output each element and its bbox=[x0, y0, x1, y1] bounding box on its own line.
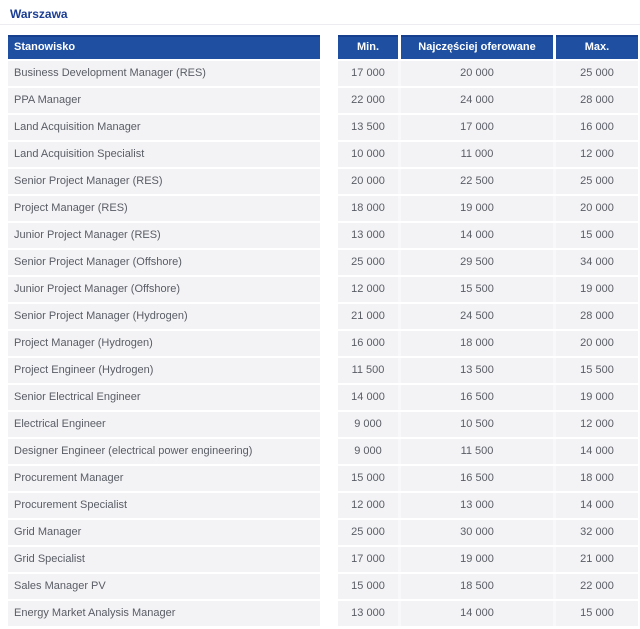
most-offered-salary-cell: 11 500 bbox=[401, 439, 553, 464]
min-salary-cell: 16 000 bbox=[338, 331, 398, 356]
column-header-min: Min. bbox=[338, 35, 398, 59]
max-salary-cell: 21 000 bbox=[556, 547, 638, 572]
position-cell: Land Acquisition Manager bbox=[8, 115, 320, 140]
table-row bbox=[8, 601, 640, 626]
max-salary-cell: 15 000 bbox=[556, 601, 638, 626]
position-cell: Energy Market Analysis Manager bbox=[8, 601, 320, 626]
most-offered-salary-cell: 17 000 bbox=[401, 115, 553, 140]
table-row bbox=[8, 520, 640, 545]
position-cell: Procurement Specialist bbox=[8, 493, 320, 518]
position-cell: Procurement Manager bbox=[8, 466, 320, 491]
column-gutter bbox=[320, 601, 338, 626]
max-salary-cell: 19 000 bbox=[556, 277, 638, 302]
max-salary-cell: 28 000 bbox=[556, 304, 638, 329]
column-gutter bbox=[320, 385, 338, 410]
table-row bbox=[8, 169, 640, 194]
max-salary-cell: 20 000 bbox=[556, 196, 638, 221]
max-salary-cell: 32 000 bbox=[556, 520, 638, 545]
position-cell: Land Acquisition Specialist bbox=[8, 142, 320, 167]
salary-table bbox=[0, 35, 640, 626]
most-offered-salary-cell: 24 500 bbox=[401, 304, 553, 329]
most-offered-salary-cell: 18 500 bbox=[401, 574, 553, 599]
table-row bbox=[8, 304, 640, 329]
min-salary-cell: 13 000 bbox=[338, 601, 398, 626]
most-offered-salary-cell: 29 500 bbox=[401, 250, 553, 275]
most-offered-salary-cell: 15 500 bbox=[401, 277, 553, 302]
min-salary-cell: 21 000 bbox=[338, 304, 398, 329]
most-offered-salary-cell: 13 500 bbox=[401, 358, 553, 383]
table-row bbox=[8, 385, 640, 410]
table-row bbox=[8, 115, 640, 140]
column-gutter bbox=[320, 466, 338, 491]
min-salary-cell: 11 500 bbox=[338, 358, 398, 383]
most-offered-salary-cell: 22 500 bbox=[401, 169, 553, 194]
table-row bbox=[8, 250, 640, 275]
table-row bbox=[8, 331, 640, 356]
table-header-row bbox=[8, 35, 640, 59]
min-salary-cell: 25 000 bbox=[338, 250, 398, 275]
position-cell: Junior Project Manager (Offshore) bbox=[8, 277, 320, 302]
column-header-most-offered: Najczęściej oferowane bbox=[401, 35, 553, 59]
max-salary-cell: 25 000 bbox=[556, 61, 638, 86]
table-row bbox=[8, 61, 640, 86]
min-salary-cell: 20 000 bbox=[338, 169, 398, 194]
min-salary-cell: 25 000 bbox=[338, 520, 398, 545]
min-salary-cell: 22 000 bbox=[338, 88, 398, 113]
column-gutter bbox=[320, 439, 338, 464]
min-salary-cell: 17 000 bbox=[338, 61, 398, 86]
table-row bbox=[8, 277, 640, 302]
column-gutter bbox=[320, 493, 338, 518]
column-gutter bbox=[320, 88, 338, 113]
max-salary-cell: 18 000 bbox=[556, 466, 638, 491]
title-divider bbox=[0, 24, 640, 25]
position-cell: Junior Project Manager (RES) bbox=[8, 223, 320, 248]
most-offered-salary-cell: 16 500 bbox=[401, 385, 553, 410]
most-offered-salary-cell: 18 000 bbox=[401, 331, 553, 356]
max-salary-cell: 34 000 bbox=[556, 250, 638, 275]
table-row bbox=[8, 88, 640, 113]
max-salary-cell: 12 000 bbox=[556, 142, 638, 167]
most-offered-salary-cell: 14 000 bbox=[401, 601, 553, 626]
table-body bbox=[0, 61, 640, 626]
min-salary-cell: 13 500 bbox=[338, 115, 398, 140]
most-offered-salary-cell: 13 000 bbox=[401, 493, 553, 518]
max-salary-cell: 19 000 bbox=[556, 385, 638, 410]
most-offered-salary-cell: 19 000 bbox=[401, 196, 553, 221]
table-row bbox=[8, 142, 640, 167]
min-salary-cell: 12 000 bbox=[338, 493, 398, 518]
column-header-stanowisko: Stanowisko bbox=[8, 35, 320, 59]
column-gutter bbox=[320, 358, 338, 383]
column-gutter bbox=[320, 520, 338, 545]
most-offered-salary-cell: 16 500 bbox=[401, 466, 553, 491]
max-salary-cell: 14 000 bbox=[556, 439, 638, 464]
max-salary-cell: 20 000 bbox=[556, 331, 638, 356]
column-gutter bbox=[320, 196, 338, 221]
table-row bbox=[8, 439, 640, 464]
position-cell: Designer Engineer (electrical power engineering) bbox=[8, 439, 320, 464]
column-gutter bbox=[320, 169, 338, 194]
table-row bbox=[8, 466, 640, 491]
max-salary-cell: 14 000 bbox=[556, 493, 638, 518]
column-gutter bbox=[320, 304, 338, 329]
most-offered-salary-cell: 30 000 bbox=[401, 520, 553, 545]
position-cell: Sales Manager PV bbox=[8, 574, 320, 599]
column-gutter bbox=[320, 223, 338, 248]
most-offered-salary-cell: 19 000 bbox=[401, 547, 553, 572]
position-cell: PPA Manager bbox=[8, 88, 320, 113]
max-salary-cell: 15 000 bbox=[556, 223, 638, 248]
max-salary-cell: 12 000 bbox=[556, 412, 638, 437]
position-cell: Electrical Engineer bbox=[8, 412, 320, 437]
position-cell: Senior Electrical Engineer bbox=[8, 385, 320, 410]
table-row bbox=[8, 547, 640, 572]
min-salary-cell: 12 000 bbox=[338, 277, 398, 302]
most-offered-salary-cell: 14 000 bbox=[401, 223, 553, 248]
position-cell: Grid Manager bbox=[8, 520, 320, 545]
column-gutter bbox=[320, 61, 338, 86]
most-offered-salary-cell: 11 000 bbox=[401, 142, 553, 167]
table-row bbox=[8, 493, 640, 518]
position-cell: Project Engineer (Hydrogen) bbox=[8, 358, 320, 383]
min-salary-cell: 9 000 bbox=[338, 439, 398, 464]
min-salary-cell: 9 000 bbox=[338, 412, 398, 437]
table-row bbox=[8, 412, 640, 437]
position-cell: Senior Project Manager (Offshore) bbox=[8, 250, 320, 275]
column-gutter bbox=[320, 250, 338, 275]
table-row bbox=[8, 223, 640, 248]
column-header-max: Max. bbox=[556, 35, 638, 59]
min-salary-cell: 18 000 bbox=[338, 196, 398, 221]
column-gutter bbox=[320, 331, 338, 356]
min-salary-cell: 15 000 bbox=[338, 466, 398, 491]
most-offered-salary-cell: 24 000 bbox=[401, 88, 553, 113]
min-salary-cell: 15 000 bbox=[338, 574, 398, 599]
position-cell: Grid Specialist bbox=[8, 547, 320, 572]
column-gutter bbox=[320, 115, 338, 140]
max-salary-cell: 16 000 bbox=[556, 115, 638, 140]
max-salary-cell: 15 500 bbox=[556, 358, 638, 383]
column-gutter bbox=[320, 277, 338, 302]
most-offered-salary-cell: 20 000 bbox=[401, 61, 553, 86]
max-salary-cell: 22 000 bbox=[556, 574, 638, 599]
most-offered-salary-cell: 10 500 bbox=[401, 412, 553, 437]
max-salary-cell: 28 000 bbox=[556, 88, 638, 113]
column-gutter bbox=[320, 412, 338, 437]
page-title: Warszawa bbox=[10, 7, 68, 21]
column-gutter bbox=[320, 574, 338, 599]
min-salary-cell: 10 000 bbox=[338, 142, 398, 167]
position-cell: Project Manager (Hydrogen) bbox=[8, 331, 320, 356]
position-cell: Senior Project Manager (Hydrogen) bbox=[8, 304, 320, 329]
table-row bbox=[8, 358, 640, 383]
column-gutter bbox=[320, 547, 338, 572]
column-gutter bbox=[320, 35, 338, 59]
position-cell: Business Development Manager (RES) bbox=[8, 61, 320, 86]
min-salary-cell: 14 000 bbox=[338, 385, 398, 410]
column-gutter bbox=[320, 142, 338, 167]
max-salary-cell: 25 000 bbox=[556, 169, 638, 194]
min-salary-cell: 13 000 bbox=[338, 223, 398, 248]
min-salary-cell: 17 000 bbox=[338, 547, 398, 572]
table-row bbox=[8, 574, 640, 599]
position-cell: Senior Project Manager (RES) bbox=[8, 169, 320, 194]
table-row bbox=[8, 196, 640, 221]
position-cell: Project Manager (RES) bbox=[8, 196, 320, 221]
